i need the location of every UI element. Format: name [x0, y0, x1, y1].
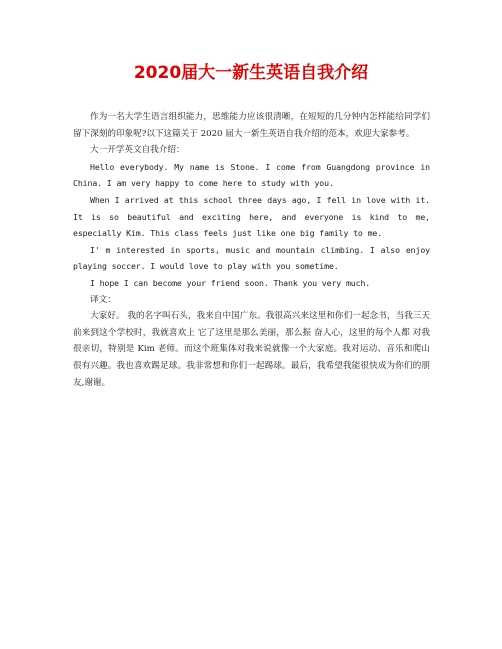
section-heading-english-intro: 大一开学英文自我介绍： [90, 145, 185, 156]
document-body [73, 109, 430, 391]
english-paragraph-3: I' m interested in sports, music and mountain climbing. I also enjoy playing soccer. I would love to play with you sometime. [73, 244, 430, 272]
translation-heading: 译文： [90, 294, 116, 305]
english-paragraph-1: Hello everybody. My name is Stone. I come from Guangdong province in China. I am very happy to come here to study with you. [73, 161, 430, 189]
intro-paragraph: 作为一名大学生语言组织能力，思维能力应该很清晰，在短短的几分钟内怎样能给同学们留下深刻的印象呢?以下这篇关于 2020 届大一新生英语自我介绍的范本，欢迎大家参考。 [73, 112, 430, 139]
document-title: 2020届大一新生英语自我介绍 [133, 63, 369, 83]
english-paragraph-2: When I arrived at this school three days ago, I fell in love with it. It is so beautiful and exciting here, and everyone is kind to me, especially Kim. This class feels just like one big family to me. [73, 194, 430, 239]
translation-paragraph: 大家好。 我的名字叫石头，我来自中国广东。我很高兴来这里和你们一起念书，当我三天前来到这个学校时，我就喜欢上 它了这里是那么美丽，那么振 奋人心，这里的每个人都 对我很亲切，特别是 Kim 老师。而这个班集体对我来说就像一个大家庭。我对运动、音乐和爬山很有兴趣。我也喜欢踢足球。我非常想和你们一起踢球。最后，我希望我能很快成为你们的朋友,谢谢。 [73, 311, 430, 388]
english-paragraph-4: I hope I can become your friend soon. Thank you very much. [90, 277, 371, 288]
